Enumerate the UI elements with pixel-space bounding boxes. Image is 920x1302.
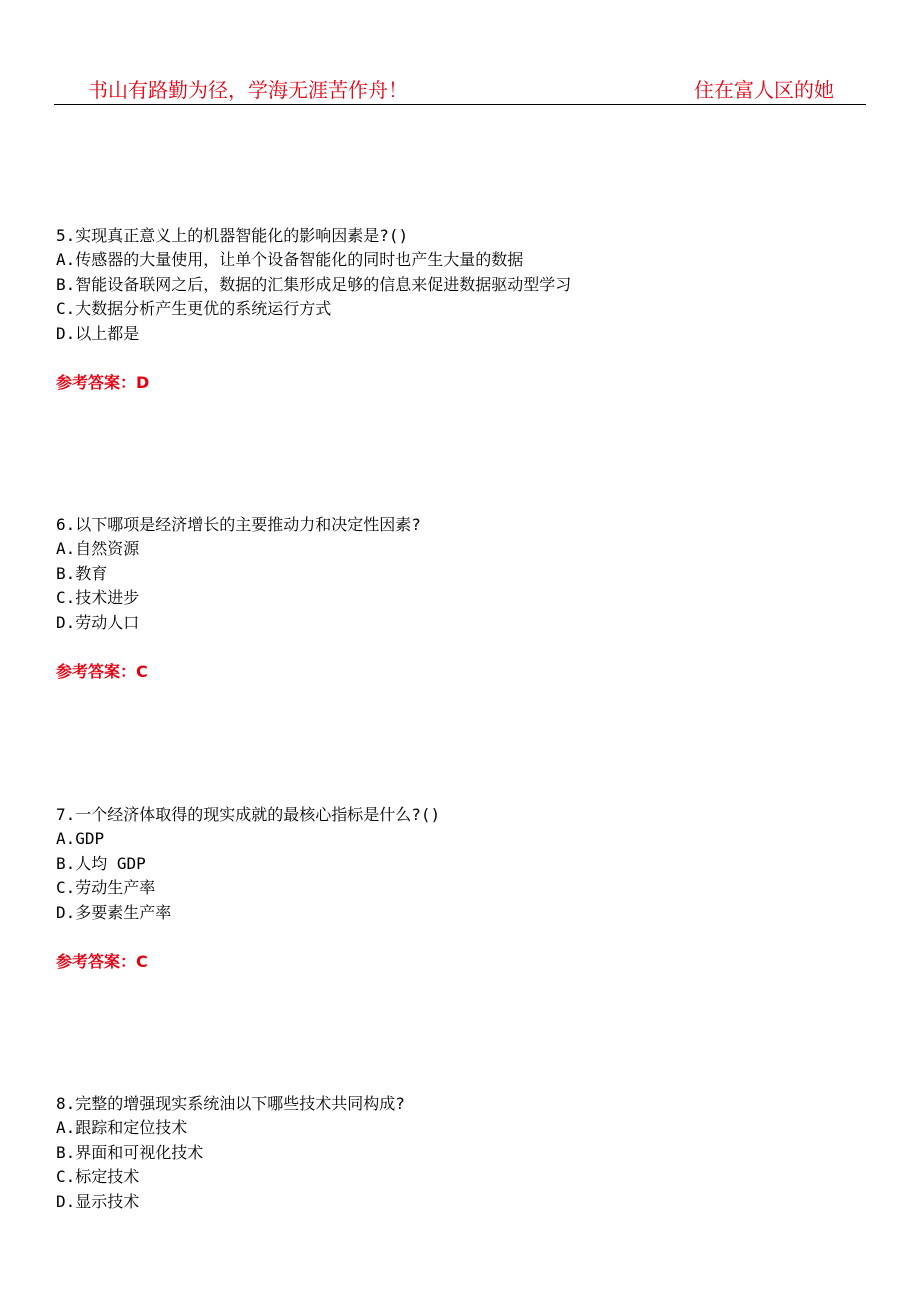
question-6 — [56, 513, 876, 682]
option-a: A.传感器的大量使用，让单个设备智能化的同时也产生大量的数据 — [56, 250, 524, 270]
option-a: A.GDP — [56, 829, 105, 849]
option-d: D.劳动人口 — [56, 612, 140, 632]
option-a: A.跟踪和定位技术 — [56, 1118, 188, 1138]
question-stem: 7.一个经济体取得的现实成就的最核心指标是什么?() — [56, 805, 441, 824]
question-stem: 6.以下哪项是经济增长的主要推动力和决定性因素? — [56, 515, 421, 534]
option-d: D.以上都是 — [56, 323, 140, 343]
reference-answer: 参考答案：D — [56, 373, 150, 393]
option-c: C.技术进步 — [56, 588, 140, 608]
reference-answer: 参考答案：C — [56, 662, 148, 682]
question-8 — [56, 1092, 876, 1214]
question-stem: 5.实现真正意义上的机器智能化的影响因素是?() — [56, 226, 409, 245]
option-c: C.劳动生产率 — [56, 878, 156, 898]
reference-answer: 参考答案：C — [56, 952, 148, 972]
option-a: A.自然资源 — [56, 539, 140, 559]
option-b: B.智能设备联网之后，数据的汇集形成足够的信息来促进数据驱动型学习 — [56, 274, 572, 294]
header-motto: 书山有路勤为径，学海无涯苦作舟！ — [88, 78, 408, 102]
option-c: C.大数据分析产生更优的系统运行方式 — [56, 299, 332, 319]
option-c: C.标定技术 — [56, 1167, 140, 1187]
option-d: D.显示技术 — [56, 1191, 140, 1211]
option-b: B.界面和可视化技术 — [56, 1142, 204, 1162]
header-author: 住在富人区的她 — [694, 78, 834, 102]
option-b: B.人均 GDP — [56, 853, 146, 873]
question-7 — [56, 803, 876, 972]
question-5 — [56, 224, 876, 393]
question-stem: 8.完整的增强现实系统油以下哪些技术共同构成? — [56, 1094, 405, 1113]
page-header — [54, 68, 866, 105]
option-d: D.多要素生产率 — [56, 902, 172, 922]
option-b: B.教育 — [56, 563, 108, 583]
